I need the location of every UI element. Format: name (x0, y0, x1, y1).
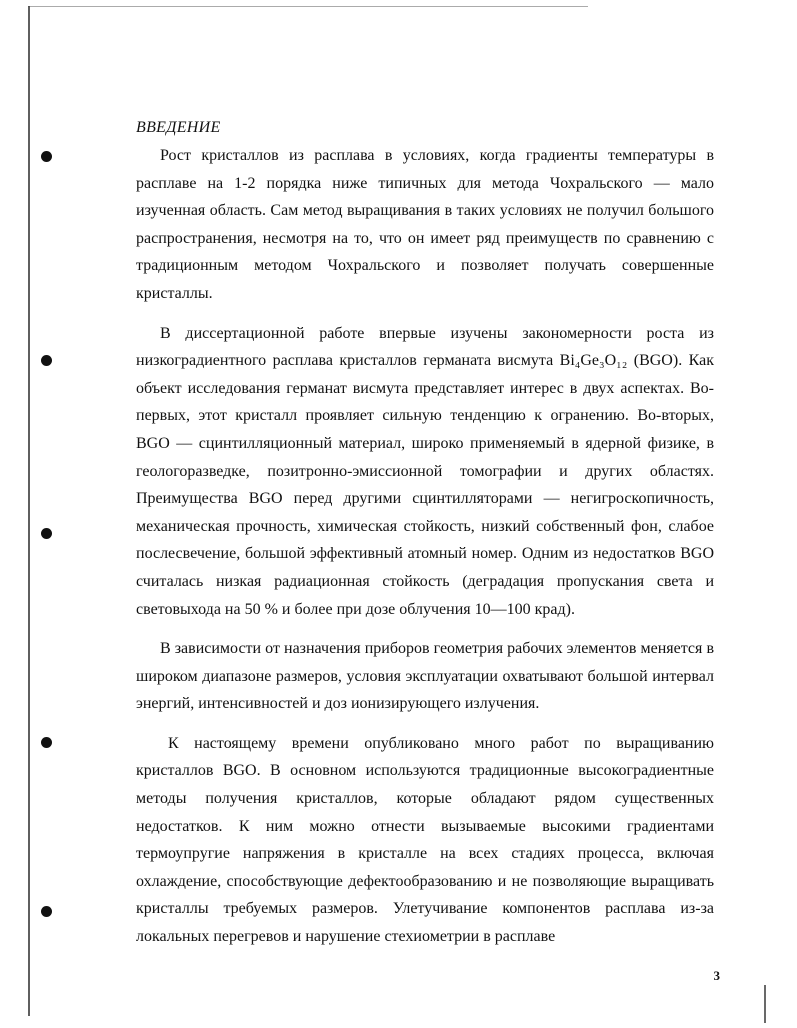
scan-edge-right (764, 985, 766, 1023)
paragraph: К настоящему времени опубликовано много работ по выращиванию кристаллов BGO. В основном используются традиционные высокоградиентные методы получения кристаллов, которые обладают рядом существенных недостатков. К ним можно отнести вызываемые высокими градиентами термоупругие напряжения в кристалле на всех стадиях процесса, включая охлаждение, способствующие дефектообразованию и не позволяющие выращивать кристаллы требуемых размеров. Улетучивание компонентов расплава из-за локальных перегревов и нарушение стехиометрии в расплаве (136, 734, 714, 946)
paragraph: Рост кристаллов из расплава в условиях, когда градиенты температуры в расплаве на 1-2 порядка ниже типичных для метода Чохральского — мало изученная область. Сам метод выращивания в таких условиях не получил большого распространения, несмотря на то, что он имеет ряд преимуществ по сравнению с традиционным методом Чохральского и позволяет получать совершенные кристаллы. (136, 147, 714, 302)
document-page (136, 118, 714, 963)
binder-hole-dot (41, 906, 52, 917)
scan-edge-top (28, 6, 588, 7)
binder-hole-dot (41, 528, 52, 539)
binder-hole-dot (41, 737, 52, 748)
section-heading: ВВЕДЕНИЕ (136, 119, 221, 136)
paragraph: В зависимости от назначения приборов геометрия рабочих элементов меняется в широком диапазоне размеров, условия эксплуатации охватывают большой интервал энергий, интенсивностей и доз ионизирующего излучения. (136, 640, 714, 713)
paragraph: В диссертационной работе впервые изучены закономерности роста из низкоградиентного расплава кристаллов германата висмута Bi₄Ge₃O₁₂ (BGO). Как объект исследования германат висмута представляет интерес в двух аспектах. Во-первых, этот кристалл проявляет сильную тенденцию к огранению. Во-вторых, BGO — сцинтилляционный материал, широко применяемый в ядерной физике, в геологоразведке, позитронно-эмиссионной томографии и других областях. Преимущества BGO перед другими сцинтилляторами — негигроскопичность, механическая прочность, химическая стойкость, низкий собственный фон, слабое послесвечение, большой эффективный атомный номер. Одним из недостатков BGO считалась низкая радиационная стойкость (деградация пропускания света и световыхода на 50 % и более при дозе облучения 10—100 крад). (136, 324, 714, 618)
binder-hole-dot (41, 151, 52, 162)
binder-hole-dot (41, 355, 52, 366)
scan-edge-left (28, 6, 30, 1016)
page-number: 3 (713, 968, 720, 983)
